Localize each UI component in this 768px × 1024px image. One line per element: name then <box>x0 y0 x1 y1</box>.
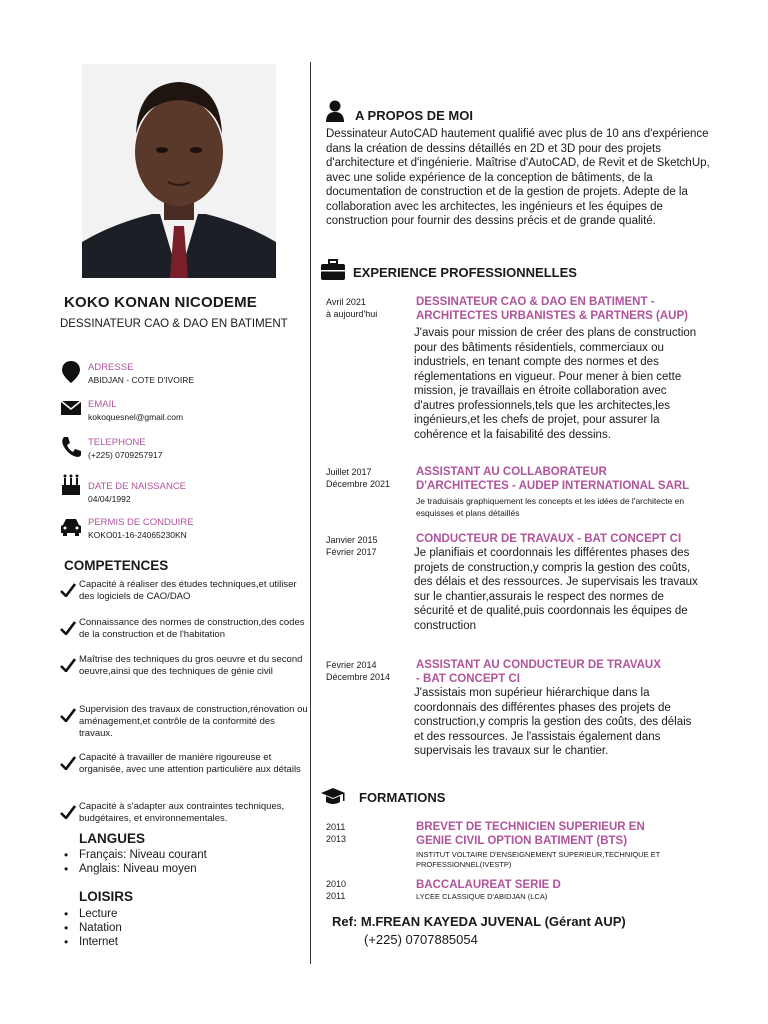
checkmark-icon <box>60 621 76 635</box>
loisirs-title: LOISIRS <box>79 889 134 904</box>
list-item: • Anglais: Niveau moyen <box>60 862 207 876</box>
contact-label: EMAIL <box>88 399 117 410</box>
contact-birthdate <box>60 473 305 507</box>
envelope-icon <box>60 397 82 421</box>
skill-item: Capacité à réaliser des études techniques,et utiliser des logiciels de CAO/DAO <box>60 579 308 603</box>
skill-item: Supervision des travaux de construction,rénovation ou aménagement,et contrôle de la conformité des travaux. <box>60 704 308 740</box>
loisirs-list <box>60 907 122 949</box>
checkmark-icon <box>60 658 76 672</box>
contact-email <box>60 397 305 431</box>
formations-title: FORMATIONS <box>359 790 446 805</box>
experience-title: EXPERIENCE PROFESSIONNELLES <box>353 265 577 280</box>
skill-item: Maîtrise des techniques du gros oeuvre et du second oeuvre,ainsi que des techniques de génie civil <box>60 654 308 678</box>
education-school: LYCEE CLASSIQUE D'ABIDJAN (LCA) <box>416 892 548 901</box>
job-title: ASSISTANT AU CONDUCTEUR DE TRAVAUX - BAT CONCEPT CI <box>416 659 661 685</box>
skill-item: Capacité à travailler de manière rigoureuse et organisée, avec une attention particulière aux détails <box>60 752 308 776</box>
job-title: DESSINATEUR CAO & DAO EN BATIMENT - ARCHITECTES URBANISTES & PARTNERS (AUP) <box>416 296 688 322</box>
competences-title: COMPETENCES <box>64 558 169 573</box>
skill-item: Capacité à s'adapter aux contraintes techniques, budgétaires, et environnementales. <box>60 801 308 825</box>
checkmark-icon <box>60 708 76 722</box>
list-item: • Lecture <box>60 907 122 921</box>
contact-label: TELEPHONE <box>88 437 146 448</box>
contact-value: kokoquesnel@gmail.com <box>88 412 184 422</box>
person-icon <box>322 100 348 122</box>
langues-list <box>60 848 207 876</box>
about-text: Dessinateur AutoCAD hautement qualifié avec plus de 10 ans d'expérience dans la création de dessins détaillés en 2D et 3D pour des projets d'architecture et d'ingénierie. Maîtrise d'AutoCAD, de Revit et de SketchUp, avec une solide expérience de la conception de bâtiments, de la documentation de construction et de la gestion de projets. Adepte de la collaboration avec les architectes, les ingénieurs et les équipes de construction pour fournir des dessins précis et de grande qualité. <box>326 128 710 227</box>
education-title: BACCALAUREAT SERIE D <box>416 879 561 891</box>
reference-name: Ref: M.FREAN KAYEDA JUVENAL (Gérant AUP) <box>332 914 626 929</box>
list-item: • Natation <box>60 921 122 935</box>
job-title: CONDUCTEUR DE TRAVAUX - BAT CONCEPT CI <box>416 533 682 545</box>
car-icon <box>60 515 82 539</box>
briefcase-icon <box>320 259 346 281</box>
langues-title: LANGUES <box>79 831 146 846</box>
job-date: Janvier 2015 Février 2017 <box>326 535 378 557</box>
contact-license <box>60 515 305 549</box>
job-title: ASSISTANT AU COLLABORATEUR D'ARCHITECTES - AUDEP INTERNATIONAL SARL <box>416 466 690 492</box>
job-description: Je traduisais graphiquement les concepts et les idées de l'architecte en esquisses et plans détaillés <box>416 496 685 518</box>
contact-phone <box>60 435 305 469</box>
list-item: • Français: Niveau courant <box>60 848 207 862</box>
checkmark-icon <box>60 805 76 819</box>
full-name: KOKO KONAN NICODEME <box>64 294 257 311</box>
list-item: • Internet <box>60 935 122 949</box>
birthday-cake-icon <box>60 473 82 497</box>
contact-value: (+225) 0709257917 <box>88 450 163 460</box>
profile-photo <box>82 64 276 278</box>
job-description: J'avais pour mission de créer des plans de construction pour des bâtiments résidentiels, commerciaux ou industriels, en tenant compte des normes et des réglementations en vigueur. Pour mener à bien cette mission, je travaillais en étroite collaboration avec d'autres professionnels,tels que les architectes,les ingénieurs,et les chefs de projet, pour assurer la cohérence et la faisabilité des dessins. <box>414 327 697 441</box>
contact-value: KOKO01-16-24065230KN <box>88 530 187 540</box>
job-date: Juillet 2017 Décembre 2021 <box>326 467 391 489</box>
education-school: INSTITUT VOLTAIRE D'ENSEIGNEMENT SUPERIEUR,TECHNIQUE ET PROFESSIONNEL(IVESTP) <box>416 850 661 869</box>
skill-item: Connaissance des normes de construction,des codes de la construction et de l'habitation <box>60 617 308 641</box>
contact-label: PERMIS DE CONDUIRE <box>88 517 194 528</box>
contact-label: ADRESSE <box>88 362 134 373</box>
location-pin-icon <box>60 360 82 384</box>
about-title: A PROPOS DE MOI <box>355 108 473 123</box>
education-title: BREVET DE TECHNICIEN SUPERIEUR EN GENIE CIVIL OPTION BATIMENT (BTS) <box>416 821 645 847</box>
job-description: Je planifiais et coordonnais les différentes phases des projets de construction,y compris la gestion des coûts, des délais et des ressources. Je supervisais les travaux sur le chantier,assurais le respect des normes de sécurité et de qualité,puis coordonnais les équipes de construction <box>414 547 698 632</box>
contact-label: DATE DE NAISSANCE <box>88 481 187 492</box>
checkmark-icon <box>60 756 76 770</box>
job-date: Avril 2021 à aujourd'hui <box>326 297 378 319</box>
column-divider <box>310 62 311 964</box>
contact-address <box>60 360 305 394</box>
graduation-cap-icon <box>320 786 346 808</box>
job-date: Février 2014 Décembre 2014 <box>326 660 391 682</box>
contact-value: ABIDJAN - COTE D'IVOIRE <box>88 375 194 385</box>
phone-icon <box>60 435 82 459</box>
job-description: J'assistais mon supérieur hiérarchique dans la coordonnais des différentes phases des projets de construction,y compris la gestion des coûts, des délais et des ressources. Je l'assistais également dans supervisais les travaux sur le chantier. <box>414 687 692 757</box>
job-title: DESSINATEUR CAO & DAO EN BATIMENT <box>60 318 288 330</box>
contact-value: 04/04/1992 <box>88 494 131 504</box>
checkmark-icon <box>60 583 76 597</box>
education-date: 2011 2013 <box>326 822 347 844</box>
education-date: 2010 2011 <box>326 879 347 901</box>
reference-phone: (+225) 0707885054 <box>364 932 478 947</box>
